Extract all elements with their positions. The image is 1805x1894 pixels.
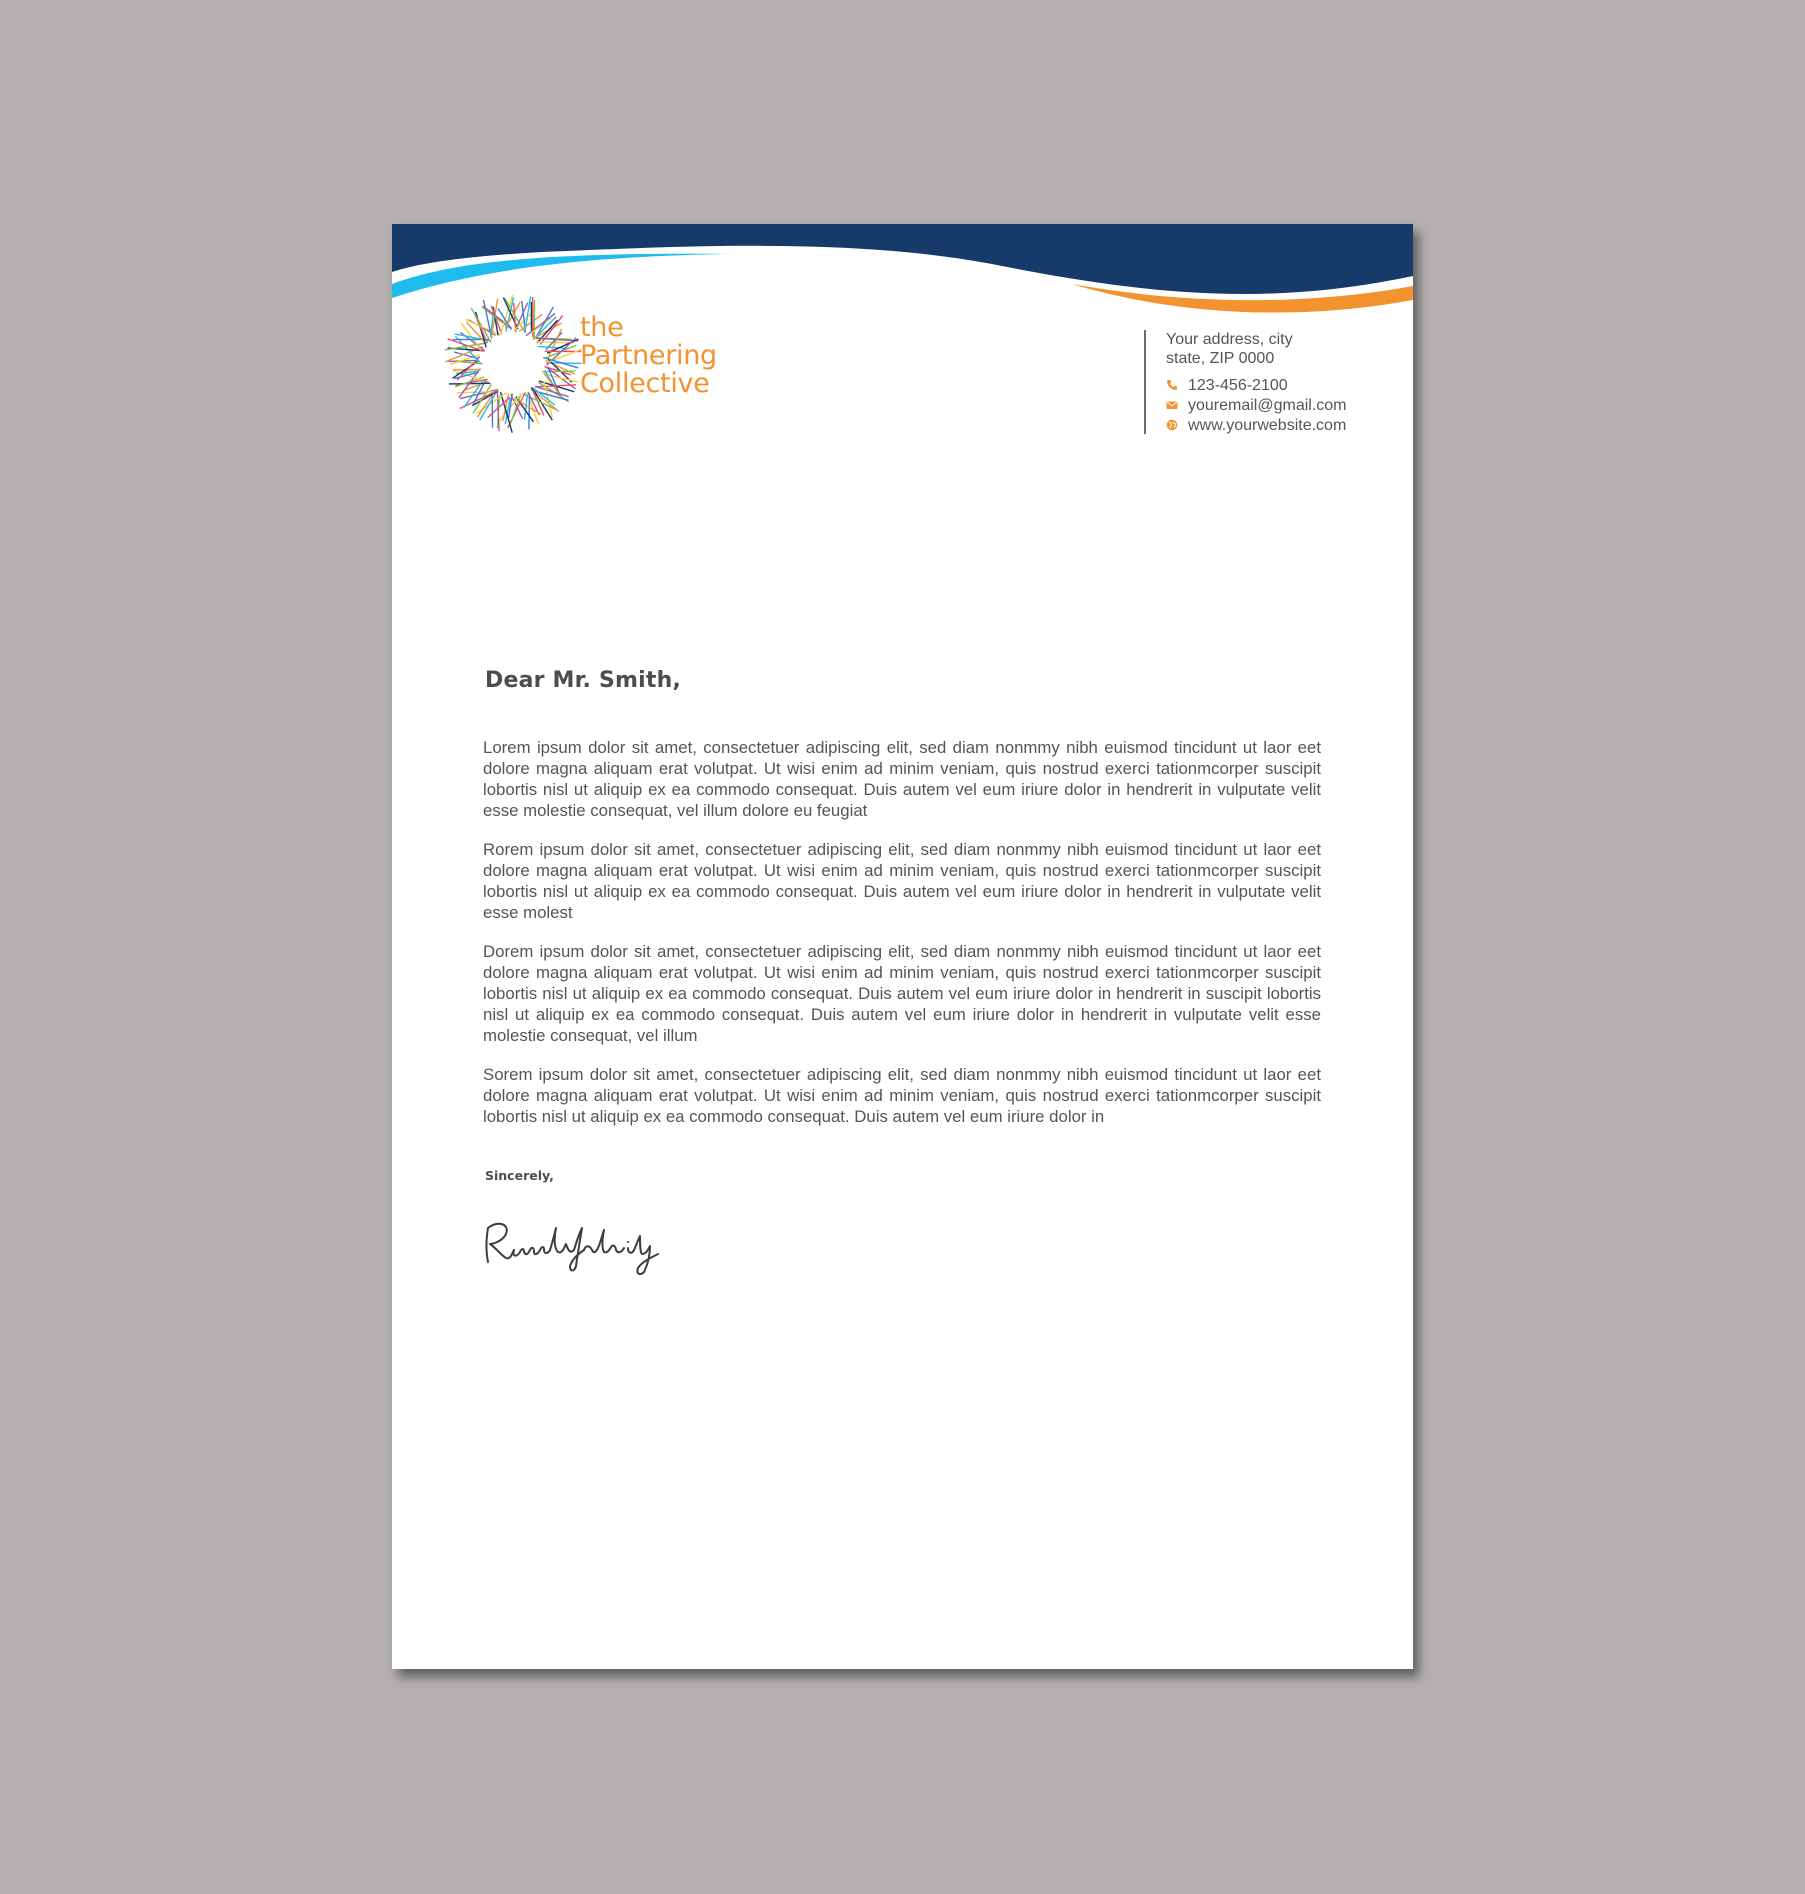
handwritten-signature — [482, 1214, 662, 1278]
logo-text-line1: the — [580, 312, 624, 343]
address-line1: Your address, city — [1166, 331, 1293, 348]
website-row — [1166, 415, 1347, 435]
email-address: youremail@gmail.com — [1188, 396, 1347, 414]
globe-icon — [1166, 419, 1178, 431]
body-paragraph: Rorem ipsum dolor sit amet, consectetuer adipiscing elit, sed diam nonmmy nibh euismod tincidunt ut laor eet dolore magna aliquam erat volutpat. Ut wisi enim ad minim veniam, quis nostrud exerci tationmcorper suscipit lobortis nisl ut aliquip ex ea commodo consequat. Duis autem vel eum iriure dolor in hendrerit in vulputate velit esse molest — [483, 840, 1321, 922]
body-paragraph: Dorem ipsum dolor sit amet, consectetuer adipiscing elit, sed diam nonmmy nibh euismod tincidunt ut laor eet dolore magna aliquam erat volutpat. Ut wisi enim ad minim veniam, quis nostrud exerci tationmcorper suscipit lobortis nisl ut aliquip ex ea commodo consequat. Duis autem vel eum iriure dolor in hendrerit in suscipit lobortis nisl ut aliquip ex ea commodo consequat. Duis autem vel eum iriure dolor in hendrerit in vulputate velit esse molestie consequat, vel illum — [483, 942, 1321, 1045]
contact-block — [1144, 330, 1347, 434]
email-row — [1166, 395, 1347, 415]
phone-row — [1166, 375, 1347, 395]
address — [1166, 330, 1347, 368]
letter-body — [483, 737, 1321, 1145]
radiating-lines-circle-icon — [440, 290, 586, 436]
closing: Sincerely, — [485, 1168, 554, 1183]
logo-text-line3: Collective — [580, 368, 710, 399]
logo-wordmark — [580, 314, 717, 398]
company-logo — [440, 290, 717, 440]
address-line2: state, ZIP 0000 — [1166, 350, 1275, 367]
body-paragraph: Sorem ipsum dolor sit amet, consectetuer adipiscing elit, sed diam nonmmy nibh euismod tincidunt ut laor eet dolore magna aliquam erat volutpat. Ut wisi enim ad minim veniam, quis nostrud exerci tationmcorper suscipit lobortis nisl ut aliquip ex ea commodo consequat. Duis autem vel eum iriure dolor in — [483, 1065, 1321, 1126]
website-url: www.yourwebsite.com — [1188, 416, 1347, 434]
phone-icon — [1166, 379, 1178, 391]
body-paragraph: Lorem ipsum dolor sit amet, consectetuer adipiscing elit, sed diam nonmmy nibh euismod tincidunt ut laor eet dolore magna aliquam erat volutpat. Ut wisi enim ad minim veniam, quis nostrud exerci tationmcorper suscipit lobortis nisl ut aliquip ex ea commodo consequat. Duis autem vel eum iriure dolor in hendrerit in vulputate velit esse molestie consequat, vel illum dolore eu feugiat — [483, 738, 1321, 820]
email-icon — [1166, 399, 1178, 411]
letterhead-page — [392, 224, 1413, 1669]
salutation: Dear Mr. Smith, — [485, 668, 682, 693]
phone-number: 123-456-2100 — [1188, 376, 1288, 394]
logo-text-line2: Partnering — [580, 340, 717, 371]
